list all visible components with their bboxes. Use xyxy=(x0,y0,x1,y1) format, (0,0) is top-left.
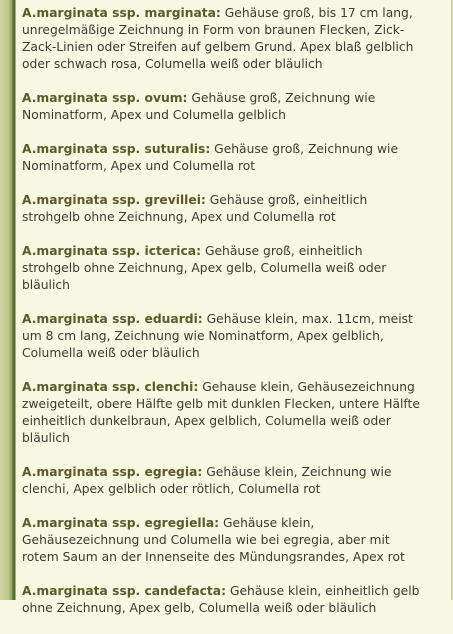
subspecies-description: Gehäuse klein, max. 11cm, meist um 8 cm lang, Zeichnung wie Nominatform, Apex gelblich, Columella weiß oder bläulich xyxy=(22,312,413,360)
entry-suturalis xyxy=(22,141,422,175)
left-border-decoration xyxy=(0,0,16,600)
entry-icterica xyxy=(22,243,422,294)
subspecies-description: Gehäuse groß, einheitlich strohgelb ohne Zeichnung, Apex und Columella rot xyxy=(22,193,368,224)
subspecies-list xyxy=(22,5,422,634)
entry-egregiella xyxy=(22,515,422,566)
subspecies-name: A.marginata ssp. grevillei: xyxy=(22,193,206,207)
subspecies-description: Gehause klein, Gehäusezeichnung zweigeteilt, obere Hälfte gelb mit dunklen Flecken, untere Hälfte einheitlich dunkelbraun, Apex gelblich, Columella weiß oder bläulich xyxy=(22,380,420,445)
subspecies-name: A.marginata ssp. marginata: xyxy=(22,6,221,20)
subspecies-name: A.marginata ssp. eduardi: xyxy=(22,312,203,326)
subspecies-description: Gehäuse groß, bis 17 cm lang, unregelmäßige Zeichnung in Form von braunen Flecken, Zick-Zack-Linien oder Streifen auf gelbem Grund. Apex blaß gelblich oder schwach rosa, Columella weiß oder bläulich xyxy=(22,6,414,71)
subspecies-name: A.marginata ssp. egregiella: xyxy=(22,516,220,530)
subspecies-description: Gehäuse groß, einheitlich strohgelb ohne Zeichnung, Apex gelb, Columella weiß oder bläulich xyxy=(22,244,387,292)
subspecies-name: A.marginata ssp. clenchi: xyxy=(22,380,199,394)
subspecies-name: A.marginata ssp. candefacta: xyxy=(22,584,227,598)
subspecies-name: A.marginata ssp. ovum: xyxy=(22,91,188,105)
subspecies-description: Gehäuse groß, Zeichnung wie Nominatform, Apex und Columella rot xyxy=(22,142,399,173)
entry-marginata xyxy=(22,5,422,73)
subspecies-description: Gehäuse klein, Zeichnung wie clenchi, Apex gelblich oder rötlich, Columella rot xyxy=(22,465,392,496)
entry-egregia xyxy=(22,464,422,498)
entry-grevillei xyxy=(22,192,422,226)
subspecies-name: A.marginata ssp. suturalis: xyxy=(22,142,211,156)
entry-eduardi xyxy=(22,311,422,362)
entry-candefacta xyxy=(22,583,422,617)
subspecies-description: Gehäuse klein, Gehäusezeichnung und Columella wie bei egregia, aber mit rotem Saum an der Innenseite des Mündungsrandes, Apex rot xyxy=(22,516,405,564)
subspecies-description: Gehäuse klein, einheitlich gelb ohne Zeichnung, Apex gelb, Columella weiß oder bläulich xyxy=(22,584,420,615)
entry-ovum xyxy=(22,90,422,124)
subspecies-name: A.marginata ssp. egregia: xyxy=(22,465,203,479)
entry-clenchi xyxy=(22,379,422,447)
subspecies-description: Gehäuse groß, Zeichnung wie Nominatform, Apex und Columella gelblich xyxy=(22,91,376,122)
subspecies-name: A.marginata ssp. icterica: xyxy=(22,244,202,258)
